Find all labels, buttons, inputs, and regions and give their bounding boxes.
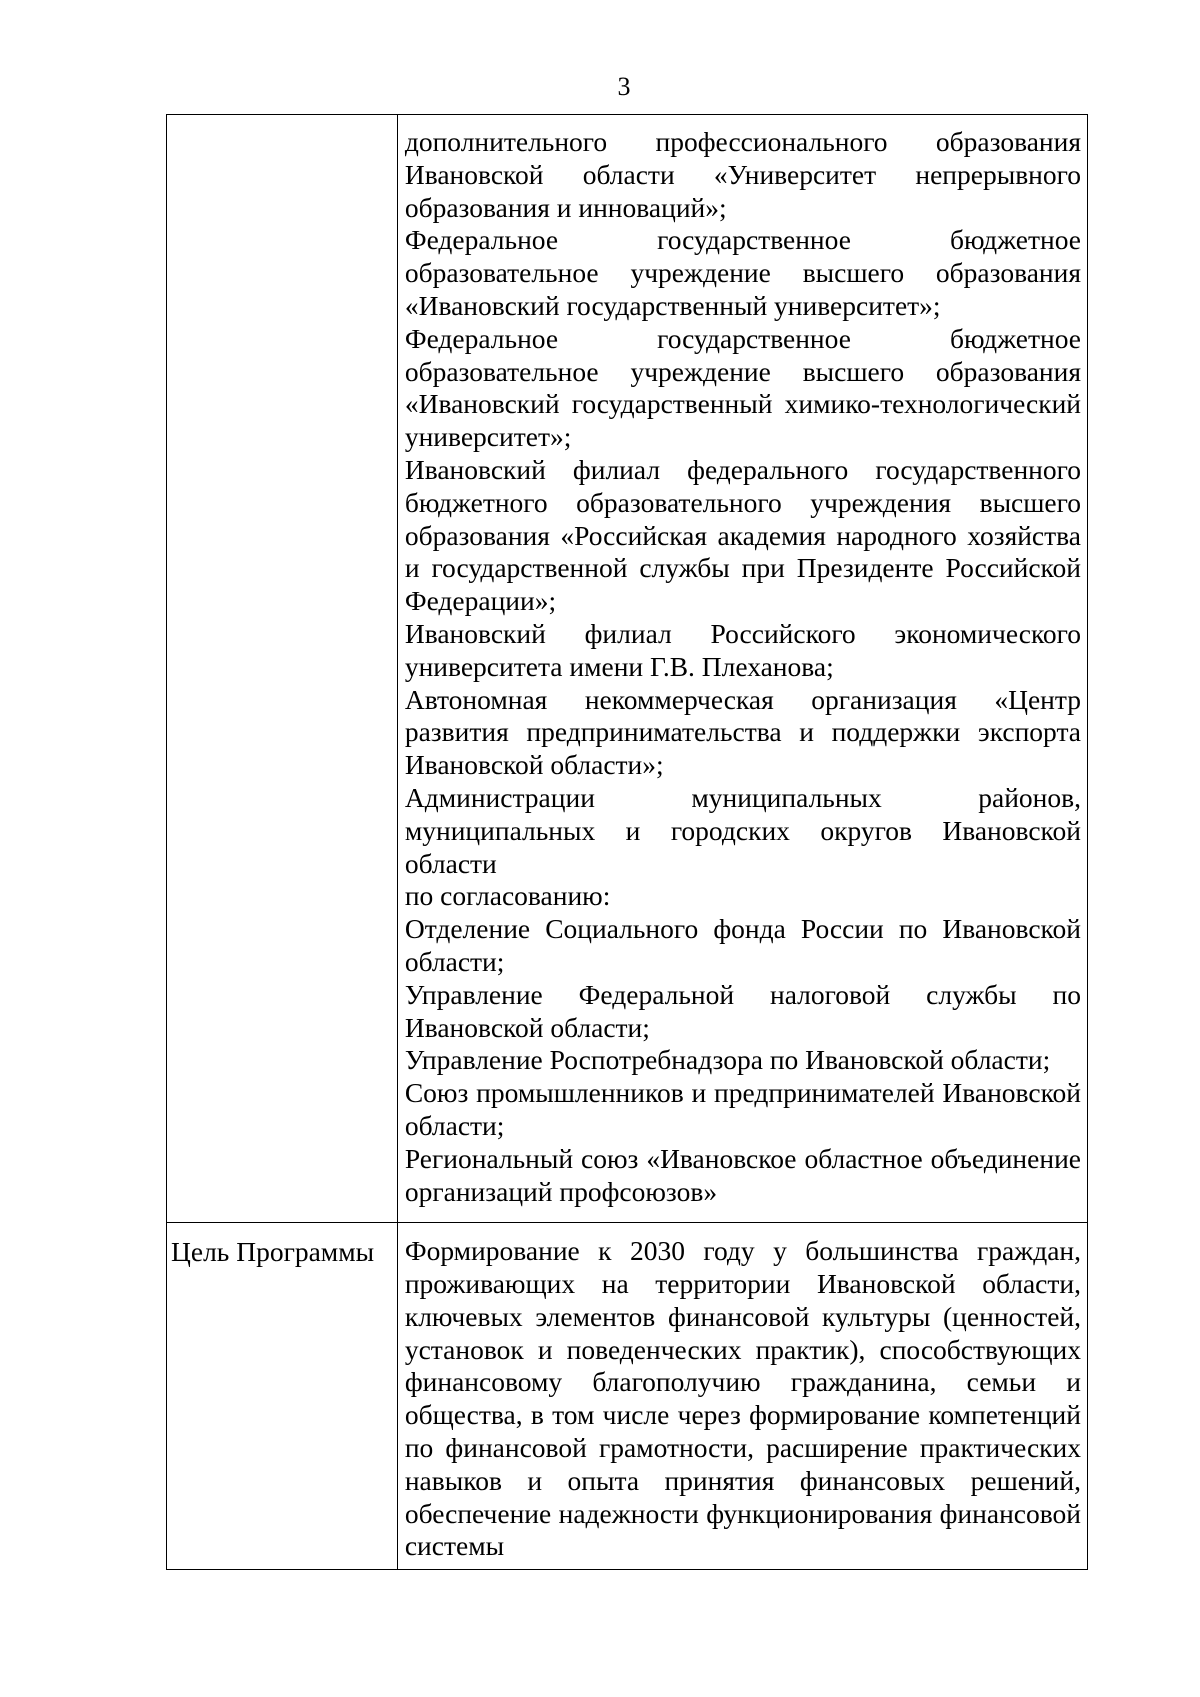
row-label-cell [167,115,398,1223]
row-label: Цель Программы [171,1236,375,1268]
table-row [167,115,1088,1223]
participant-item: Союз промышленников и предпринимателей Ивановской области; [404,1077,1081,1141]
row-content-cell [397,1223,1087,1570]
page-number: 3 [617,72,631,101]
program-goal-text: Формирование к 2030 году у большинства граждан, проживающих на территории Ивановской области, ключевых элементов финансовой культуры (ценностей, установок и поведенческих практик), способствующих финансовому благополучию гражданина, семьи и общества, в том числе через формирование компетенций по финансовой грамотности, расширение практических навыков и опыта принятия финансовых решений, обеспечение надежности функционирования финансовой системы [404,1235,1081,1562]
participant-item: Ивановский филиал федерального государственного бюджетного образовательного учреждения высшего образования «Российская академия народного хозяйства и государственной службы при Президенте Российской Федерации»; [404,453,1081,617]
participant-item: Автономная некоммерческая организация «Центр развития предпринимательства и поддержки экспорта Ивановской области»; [404,683,1081,781]
participant-item: Управление Роспотребнадзора по Ивановской области; [404,1044,1051,1076]
participant-item: Администрации муниципальных районов, муниципальных и городских округов Ивановской области [404,781,1081,879]
row-content-cell [397,115,1087,1223]
participant-item: дополнительного профессионального образования Ивановской области «Университет непрерывного образования и инноваций»; [404,126,1081,223]
row-label-cell [167,1223,398,1570]
table-row [167,1223,1088,1570]
participant-item: Федеральное государственное бюджетное образовательное учреждение высшего образования «Ивановский государственный университет»; [404,224,1081,321]
row-label [167,115,397,127]
participant-item: Региональный союз «Ивановское областное объединение организаций профсоюзов» [404,1142,1081,1207]
participant-item: Федеральное государственное бюджетное образовательное учреждение высшего образования «Ивановский государственный химико-технологический университет»; [404,322,1081,453]
participant-item: Отделение Социального фонда России по Ивановской области; [404,913,1081,977]
program-passport-table [166,114,1088,1570]
participant-item: Управление Федеральной налоговой службы по Ивановской области; [404,978,1081,1043]
agreement-note: по согласованию: [404,880,611,912]
participant-item: Ивановский филиал Российского экономического университета имени Г.В. Плеханова; [404,617,1081,682]
